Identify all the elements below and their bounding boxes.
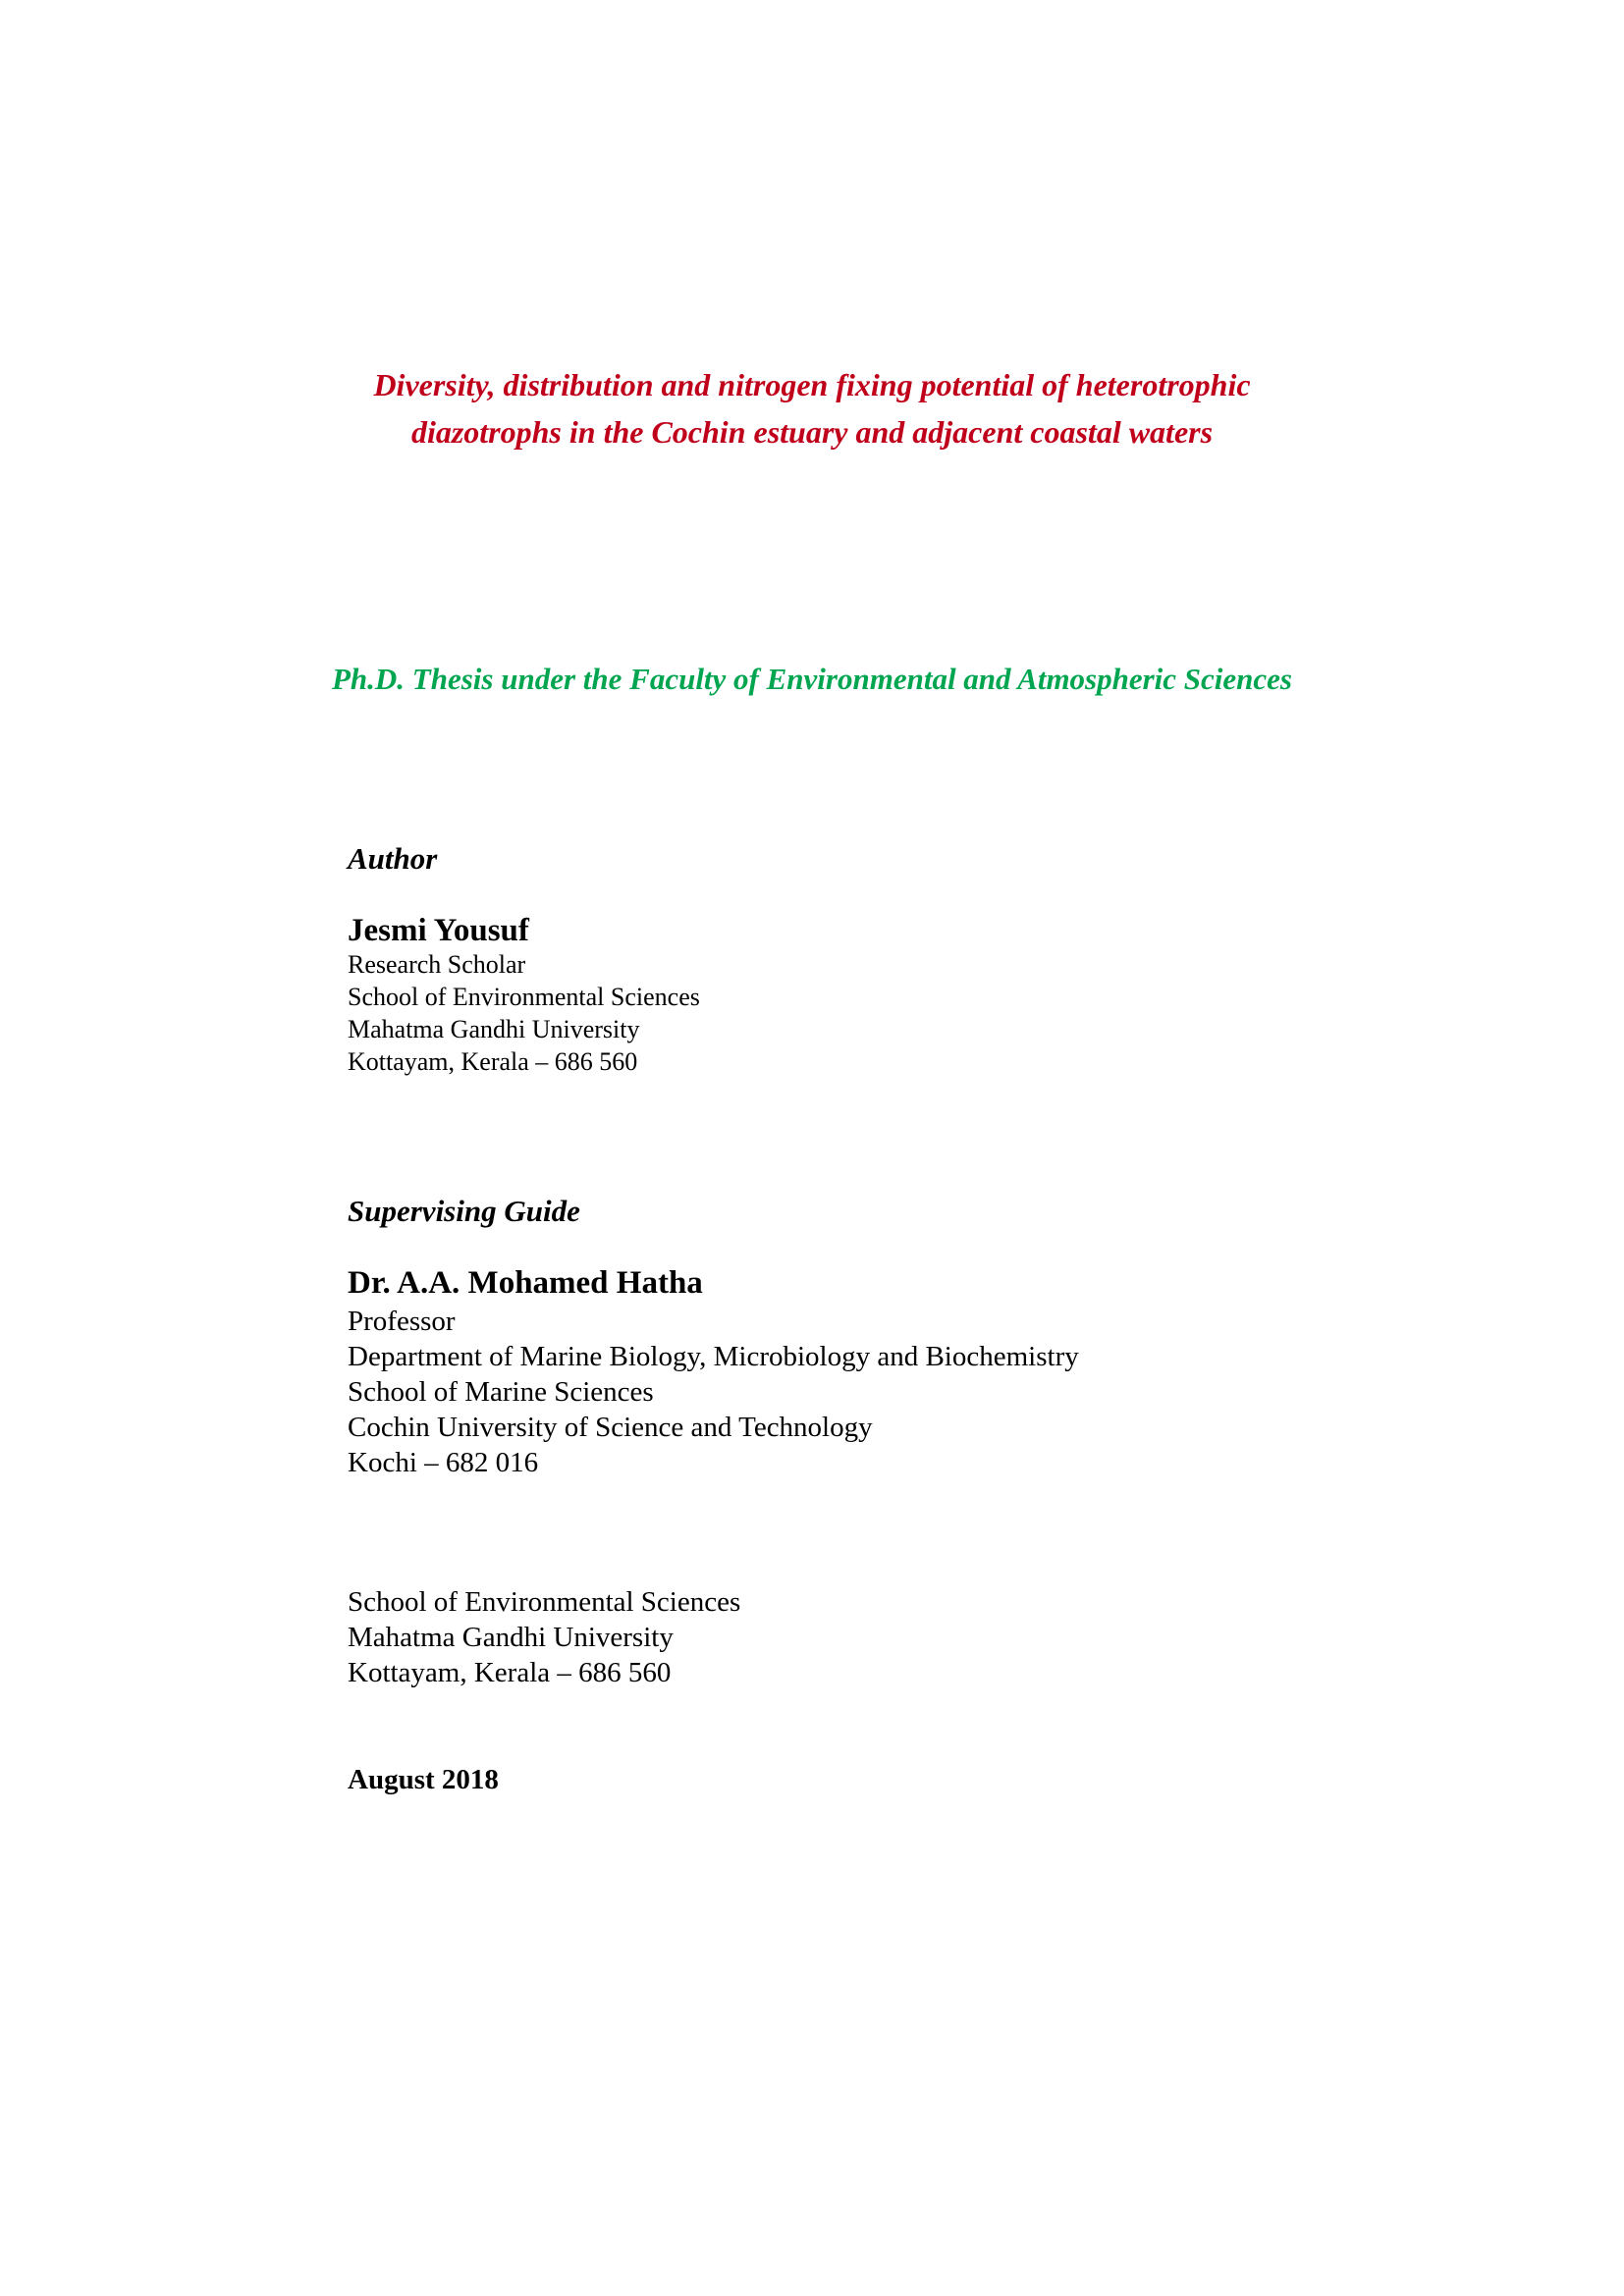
author-heading: Author — [348, 841, 438, 876]
author-affiliation — [348, 948, 700, 1078]
guide-heading: Supervising Guide — [348, 1194, 580, 1228]
guide-affiliation-line: Cochin University of Science and Technology — [348, 1412, 873, 1443]
institution-line: School of Environmental Sciences — [348, 1586, 741, 1618]
author-affiliation-line: Research Scholar — [348, 950, 526, 979]
guide-affiliation-line: Department of Marine Biology, Microbiology and Biochemistry — [348, 1341, 1079, 1372]
thesis-title — [0, 361, 1624, 455]
submission-date: August 2018 — [348, 1764, 499, 1795]
thesis-title-line-2: diazotrophs in the Cochin estuary and adjacent coastal waters — [410, 414, 1214, 450]
author-affiliation-line: Kottayam, Kerala – 686 560 — [348, 1047, 638, 1076]
institution-line: Mahatma Gandhi University — [348, 1622, 674, 1653]
thesis-title-line-1: Diversity, distribution and nitrogen fixing potential of heterotrophic — [373, 367, 1251, 402]
institution-line: Kottayam, Kerala – 686 560 — [348, 1657, 672, 1688]
author-name: Jesmi Yousuf — [348, 913, 529, 948]
guide-affiliation — [348, 1304, 1079, 1480]
faculty-statement: Ph.D. Thesis under the Faculty of Environmental and Atmospheric Sciences — [331, 662, 1292, 696]
guide-affiliation-line: School of Marine Sciences — [348, 1376, 654, 1408]
guide-name: Dr. A.A. Mohamed Hatha — [348, 1265, 703, 1301]
institution-address — [348, 1584, 740, 1690]
guide-affiliation-line: Kochi – 682 016 — [348, 1447, 539, 1478]
guide-affiliation-line: Professor — [348, 1306, 456, 1337]
author-affiliation-line: Mahatma Gandhi University — [348, 1015, 640, 1043]
author-affiliation-line: School of Environmental Sciences — [348, 983, 700, 1011]
